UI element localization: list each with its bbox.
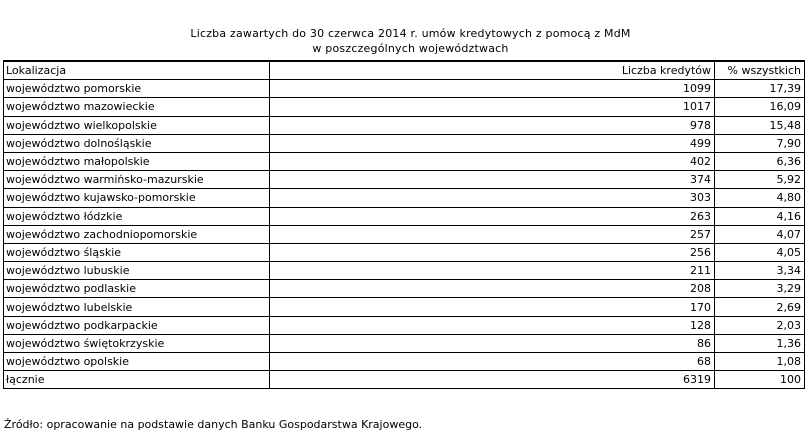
table-row (4, 298, 805, 316)
table-row (4, 98, 805, 116)
cell-percent: 6,36 (715, 152, 805, 170)
cell-credit-count: 6319 (269, 371, 714, 389)
cell-credit-count: 263 (269, 207, 714, 225)
cell-credit-count: 1099 (269, 80, 714, 98)
cell-location: łącznie (4, 371, 270, 389)
cell-credit-count: 303 (269, 189, 714, 207)
cell-percent: 7,90 (715, 134, 805, 152)
cell-credit-count: 499 (269, 134, 714, 152)
cell-location: województwo łódzkie (4, 207, 270, 225)
cell-percent: 1,08 (715, 353, 805, 371)
cell-percent: 3,34 (715, 262, 805, 280)
cell-location: Lokalizacja (4, 61, 270, 80)
cell-percent: 5,92 (715, 171, 805, 189)
cell-credit-count: 128 (269, 316, 714, 334)
cell-location: województwo pomorskie (4, 80, 270, 98)
cell-percent: 4,05 (715, 243, 805, 261)
table-header-row (4, 61, 805, 80)
cell-location: województwo lubelskie (4, 298, 270, 316)
cell-credit-count: 374 (269, 171, 714, 189)
table-row (4, 280, 805, 298)
cell-credit-count: 68 (269, 353, 714, 371)
cell-location: województwo małopolskie (4, 152, 270, 170)
cell-credit-count: Liczba kredytów (269, 61, 714, 80)
source-note: Źródło: opracowanie na podstawie danych Banku Gospodarstwa Krajowego. (4, 418, 423, 431)
total-row (4, 371, 805, 389)
cell-credit-count: 208 (269, 280, 714, 298)
cell-location: województwo warmińsko-mazurskie (4, 171, 270, 189)
cell-location: województwo świętokrzyskie (4, 334, 270, 352)
cell-location: województwo podlaskie (4, 280, 270, 298)
cell-percent: 2,69 (715, 298, 805, 316)
cell-percent: 16,09 (715, 98, 805, 116)
cell-percent: % wszystkich (715, 61, 805, 80)
cell-credit-count: 1017 (269, 98, 714, 116)
table-subtitle: w poszczególnych województwach (312, 42, 509, 55)
cell-credit-count: 402 (269, 152, 714, 170)
table-row (4, 262, 805, 280)
cell-location: województwo dolnośląskie (4, 134, 270, 152)
credits-table (3, 60, 805, 389)
cell-location: województwo lubuskie (4, 262, 270, 280)
cell-location: województwo podkarpackie (4, 316, 270, 334)
cell-credit-count: 211 (269, 262, 714, 280)
table-row (4, 207, 805, 225)
cell-location: województwo kujawsko-pomorskie (4, 189, 270, 207)
table-row (4, 316, 805, 334)
cell-location: województwo opolskie (4, 353, 270, 371)
table-row (4, 134, 805, 152)
cell-location: województwo mazowieckie (4, 98, 270, 116)
cell-percent: 4,16 (715, 207, 805, 225)
cell-location: województwo śląskie (4, 243, 270, 261)
table-row (4, 334, 805, 352)
cell-location: województwo wielkopolskie (4, 116, 270, 134)
cell-location: województwo zachodniopomorskie (4, 225, 270, 243)
table-row (4, 171, 805, 189)
table-row (4, 80, 805, 98)
cell-percent: 4,07 (715, 225, 805, 243)
table-row (4, 152, 805, 170)
table-title: Liczba zawartych do 30 czerwca 2014 r. umów kredytowych z pomocą z MdM (190, 27, 631, 40)
cell-credit-count: 170 (269, 298, 714, 316)
table-row (4, 243, 805, 261)
cell-percent: 17,39 (715, 80, 805, 98)
cell-percent: 2,03 (715, 316, 805, 334)
cell-percent: 4,80 (715, 189, 805, 207)
cell-credit-count: 256 (269, 243, 714, 261)
cell-credit-count: 257 (269, 225, 714, 243)
cell-credit-count: 978 (269, 116, 714, 134)
cell-percent: 1,36 (715, 334, 805, 352)
table-row (4, 189, 805, 207)
cell-percent: 100 (715, 371, 805, 389)
cell-credit-count: 86 (269, 334, 714, 352)
table-row (4, 116, 805, 134)
cell-percent: 3,29 (715, 280, 805, 298)
table-row (4, 225, 805, 243)
table-row (4, 353, 805, 371)
cell-percent: 15,48 (715, 116, 805, 134)
